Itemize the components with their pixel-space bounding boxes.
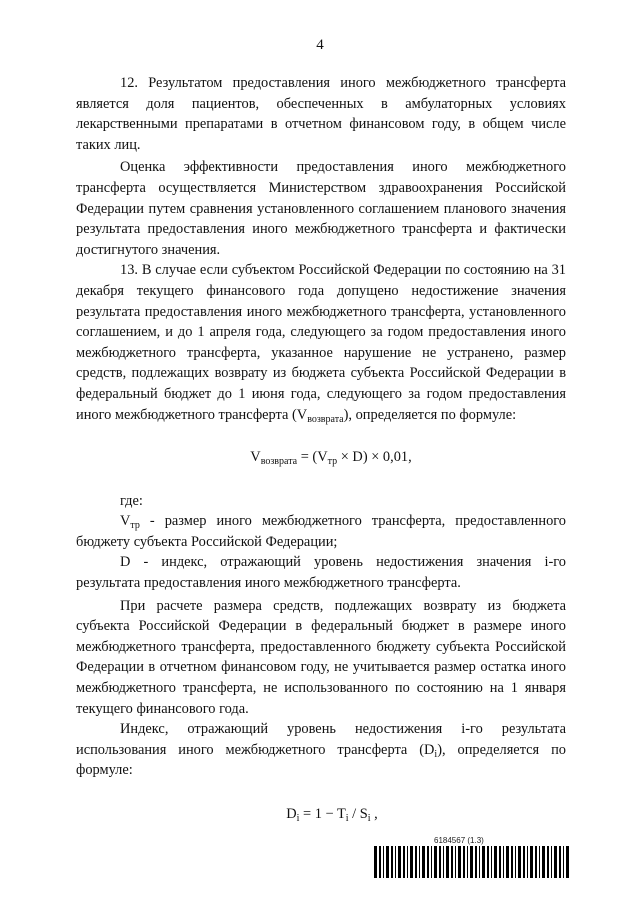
definition-d: D - индекс, отражающий уровень недостижения значения i-го результата предоставления иного межбюджетного трансферта.: [76, 554, 566, 592]
paragraph-13: 13. В случае если субъектом Российской Федерации по состоянию на 31 декабря текущего финансового года допущено недостижение значения результата предоставления иного межбюджетного трансферта, установленного соглашением, и до 1 апреля года, следующего за годом предоставления иного межбюджетного трансферта, указанное нарушение не устранено, размер средств, подлежащих возврату из бюджета субъекта Российской Федерации в федеральный бюджет до 1 июня года, следующего за годом предоставления иного межбюджетного трансферта $(V_{возврата})$, определяется по формуле:: [76, 262, 566, 425]
definition-vtr: $V_{тр}$ - размер иного межбюджетного трансферта, предоставленного бюджету субъекта Российской Федерации;: [76, 513, 566, 550]
document-body: [76, 73, 566, 825]
barcode-label: 6184567 (1.3): [434, 836, 484, 845]
paragraph-efficiency: Оценка эффективности предоставления иного межбюджетного трансферта осуществляется Министерством здравоохранения Российской Федерации путем сравнения установленного соглашением планового значения результата предоставления иного межбюджетного трансферта и фактически достигнутого значения.: [76, 159, 566, 258]
paragraph-index: Индекс, отражающий уровень недостижения i-го результата использования иного межбюджетного трансферта $(D_i)$, определяется по формуле:: [76, 721, 566, 779]
barcode-icon: [374, 846, 570, 878]
where-label: где:: [120, 492, 143, 509]
paragraph-12: 12. Результатом предоставления иного межбюджетного трансферта является доля пациентов, обеспеченных в амбулаторных условиях лекарственными препаратами в отчетном финансовом году, в общем числе таких лиц.: [76, 75, 566, 153]
page-number: 4: [316, 37, 324, 53]
formula-refund: $V_{возврата} = (V_{тр} \times D) \times 0,01$,: [250, 449, 412, 468]
document-barcode: [374, 836, 570, 880]
paragraph-calculation: При расчете размера средств, подлежащих возврату из бюджета субъекта Российской Федерации в федеральный бюджет в размере иного межбюджетного трансферта, предоставленного бюджету субъекта Российской Федерации в отчетном финансовом году, не учитывается размер остатка иного межбюджетного трансферта, не использованного по состоянию на 1 января текущего финансового года.: [76, 597, 566, 717]
formula-index: $D_i = 1 - T_i / S_i$ ,: [286, 806, 378, 824]
